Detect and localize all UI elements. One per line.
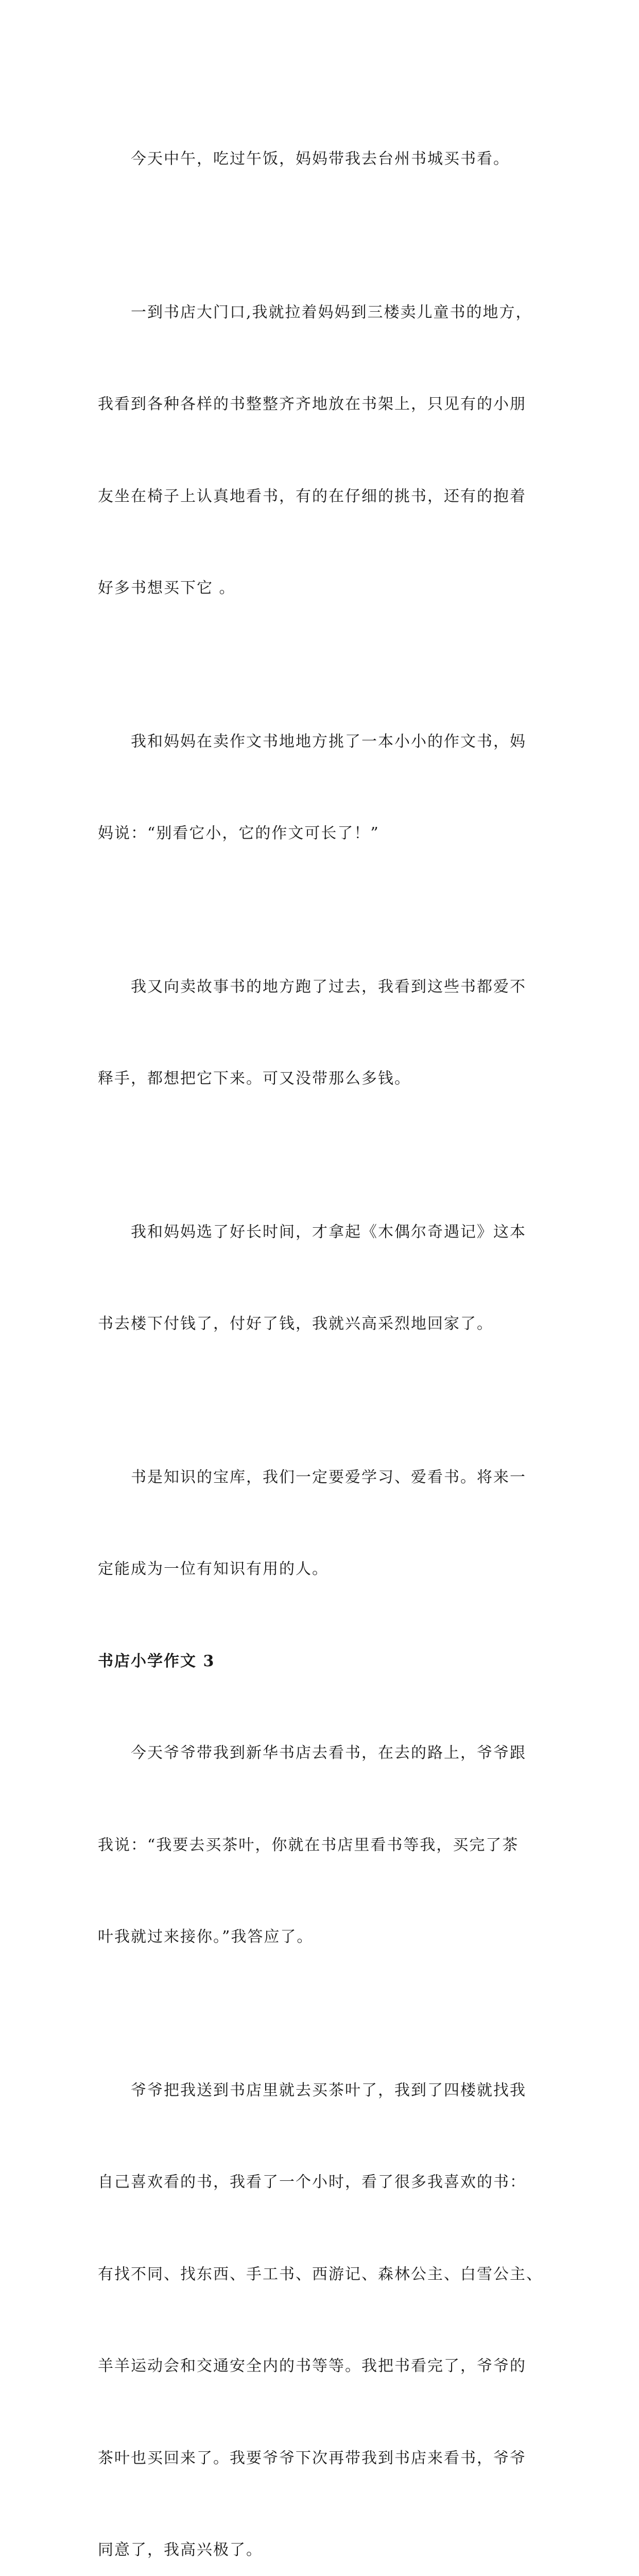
text-line: 我和妈妈选了好长时间，才拿起《木偶尔奇遇记》这本 [98,1217,551,1248]
text-line: 爷爷把我送到书店里就去买茶叶了，我到了四楼就找我 [98,2075,551,2106]
document-body [98,82,551,2576]
text-line: 叶我就过来接你。”我答应了。 [98,1922,551,1953]
text-line: 定能成为一位有知识有用的人。 [98,1554,551,1585]
paragraph [98,82,551,236]
text-line: 释手，都想把它下来。可又没带那么多钱。 [98,1063,551,1094]
text-line: 书是知识的宝库，我们一定要爱学习、爱看书。将来一 [98,1462,551,1493]
text-line: 自己喜欢看的书，我看了一个小时，看了很多我喜欢的书： [98,2167,551,2198]
text-line: 我说：“我要去买茶叶，你就在书店里看书等我，买完了茶 [98,1830,551,1861]
text-line: 书去楼下付钱了，付好了钱，我就兴高采烈地回家了。 [98,1309,551,1340]
paragraph [98,236,551,665]
text-line: 妈说：“别看它小，它的作文可长了！” [98,818,551,849]
document-page [0,0,639,904]
paragraph [98,1156,551,1401]
text-line: 一到书店大门口,我就拉着妈妈到三楼卖儿童书的地方， [98,297,551,328]
paragraph [98,1401,551,1646]
text-line: 友坐在椅子上认真地看书，有的在仔细的挑书，还有的抱着 [98,481,551,512]
paragraph [98,910,551,1156]
text-line: 同意了，我高兴极了。 [98,2535,551,2566]
text-line: 今天中午，吃过午饭，妈妈带我去台州书城买书看。 [98,144,551,175]
text-line: 今天爷爷带我到新华书店去看书，在去的路上，爷爷跟 [98,1738,551,1769]
section-heading: 书店小学作文 3 [98,1646,551,1677]
text-line: 茶叶也买回来了。我要爷爷下次再带我到书店来看书，爷爷 [98,2443,551,2474]
text-line: 我又向卖故事书的地方跑了过去，我看到这些书都爱不 [98,972,551,1003]
text-line: 我和妈妈在卖作文书地地方挑了一本小小的作文书，妈 [98,726,551,757]
text-line: 我看到各种各样的书整整齐齐地放在书架上，只见有的小朋 [98,389,551,420]
paragraph [98,2014,551,2576]
paragraph [98,665,551,910]
text-line: 羊羊运动会和交通安全内的书等等。我把书看完了，爷爷的 [98,2351,551,2382]
paragraph [98,1676,551,2014]
text-line: 好多书想买下它 。 [98,573,551,604]
text-line: 有找不同、找东西、手工书、西游记、森林公主、白雪公主、 [98,2259,551,2290]
